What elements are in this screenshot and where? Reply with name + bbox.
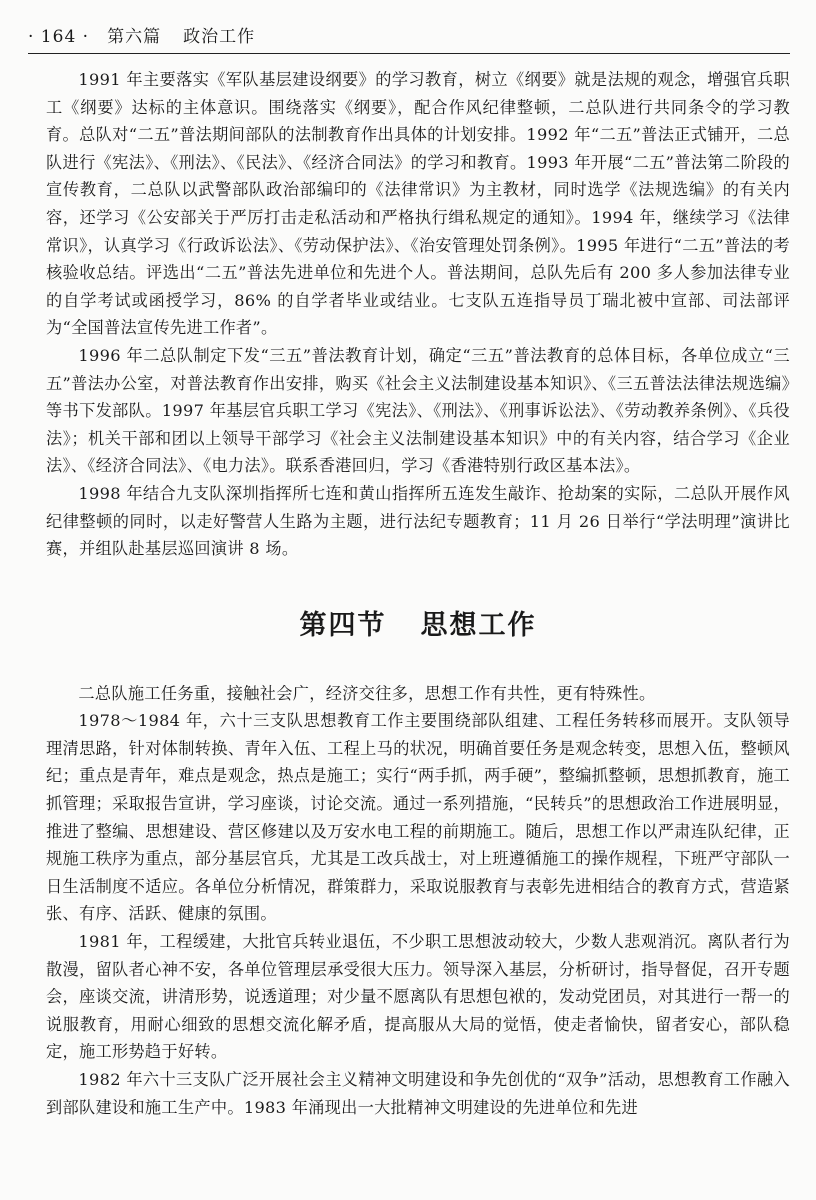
paragraph: 二总队施工任务重，接触社会广，经济交往多，思想工作有共性，更有特殊性。 (78, 683, 656, 703)
running-header (28, 20, 790, 54)
part-label: 第六篇 (107, 27, 162, 47)
paragraph: 1981 年，工程缓建，大批官兵转业退伍，不少职工思想波动较大，少数人悲观消沉。离队者行为散漫，留队者心神不安，各单位管理层承受很大压力。领导深入基层，分析研讨，指导督促，召开专题会，座谈交流，讲清形势，说透道理；对少量不愿离队有思想包袱的，发动党团员，对其进行一帮一的说服教育，用耐心细致的思想交流化解矛盾，提高服从大局的觉悟，使走者愉快，留者安心，部队稳定，施工形势趋于好转。 (46, 932, 790, 1062)
paragraph: 1982 年六十三支队广泛开展社会主义精神文明建设和争先创优的“双争”活动，思想教育工作融入到部队建设和施工生产中。1983 年涌现出一大批精神文明建设的先进单位和先进 (46, 1070, 790, 1117)
paragraph: 1998 年结合九支队深圳指挥所七连和黄山指挥所五连发生敲诈、抢劫案的实际，二总队开展作风纪律整顿的同时，以走好警营人生路为主题，进行法纪专题教育；11 月 26 日举行“学法明理”演讲比赛，并组队赴基层巡回演讲 8 场。 (46, 483, 790, 559)
page-body (46, 66, 790, 1121)
section-number: 第四节 (299, 609, 387, 641)
page-number: · 164 · (28, 27, 90, 47)
part-title: 政治工作 (183, 27, 256, 47)
paragraph: 1996 年二总队制定下发“三五”普法教育计划，确定“三五”普法教育的总体目标，各单位成立“三五”普法办公室，对普法教育作出安排，购买《社会主义法制建设基本知识》、《三五普法法律法规选编》等书下发部队。1997 年基层官兵职工学习《宪法》、《刑法》、《刑事诉讼法》、《劳动教养条例》、《兵役法》；机关干部和团以上领导干部学习《社会主义法制建设基本知识》中的有关内容，结合学习《企业法》、《经济合同法》、《电力法》。联系香港回归，学习《香港特别行政区基本法》。 (46, 345, 790, 476)
paragraph: 1978～1984 年，六十三支队思想教育工作主要围绕部队组建、工程任务转移而展开。支队领导理清思路，针对体制转换、青年入伍、工程上马的状况，明确首要任务是观念转变，思想入伍，整顿风纪；重点是青年，难点是观念，热点是施工；实行“两手抓，两手硬”，整编抓整顿，思想抓教育，施工抓管理；采取报告宣讲，学习座谈，讨论交流。通过一系列措施，“民转兵”的思想政治工作进展明显，推进了整编、思想建设、营区修建以及万安水电工程的前期施工。随后，思想工作以严肃连队纪律，正规施工秩序为重点，部分基层官兵，尤其是工改兵战士，对上班遵循施工的操作规程，下班严守部队一日生活制度不适应。各单位分析情况，群策群力，采取说服教育与表彰先进相结合的教育方式，营造紧张、有序、活跃、健康的氛围。 (46, 711, 790, 924)
section-heading (46, 603, 790, 642)
paragraph: 1991 年主要落实《军队基层建设纲要》的学习教育，树立《纲要》就是法规的观念，增强官兵职工《纲要》达标的主体意识。围绕落实《纲要》，配合作风纪律整顿，二总队进行共同条令的学习教育。总队对“二五”普法期间部队的法制教育作出具体的计划安排。1992 年“二五”普法正式铺开，二总队进行《宪法》、《刑法》、《民法》、《经济合同法》的学习和教育。1993 年开展“二五”普法第二阶段的宣传教育，二总队以武警部队政治部编印的《法律常识》为主教材，同时选学《法规选编》的有关内容，还学习《公安部关于严厉打击走私活动和严格执行缉私规定的通知》。1994 年，继续学习《法律常识》，认真学习《行政诉讼法》、《劳动保护法》、《治安管理处罚条例》。1995 年进行“二五”普法的考核验收总结。评选出“二五”普法先进单位和先进个人。普法期间，总队先后有 200 多人参加法律专业的自学考试或函授学习，86% 的自学者毕业或结业。七支队五连指导员丁瑞北被中宣部、司法部评为“全国普法宣传先进工作者”。 (46, 70, 790, 338)
section-title: 思想工作 (420, 609, 537, 641)
